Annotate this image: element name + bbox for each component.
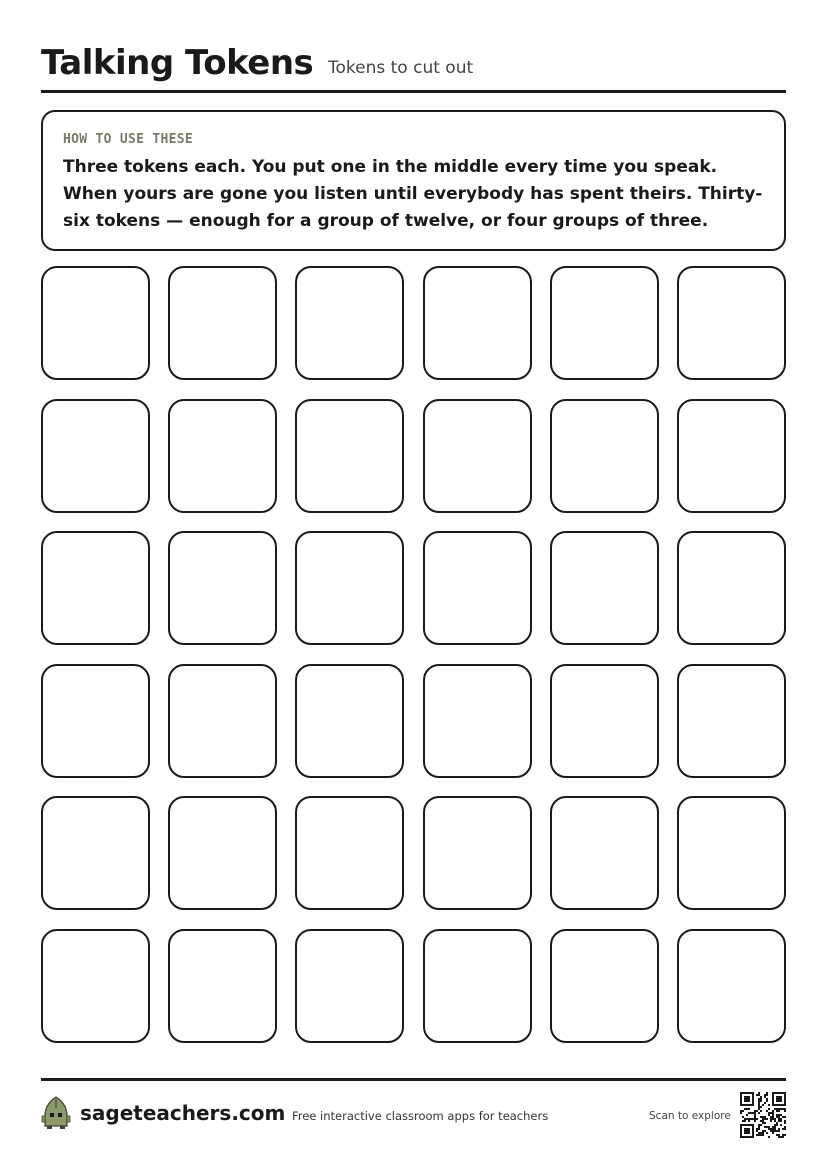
sage-leaf-mascot-icon: [41, 1096, 71, 1130]
token-cutout: [168, 399, 277, 513]
token-cutout: [550, 796, 659, 910]
qr-code-icon: [740, 1092, 786, 1138]
token-cutout: [550, 664, 659, 778]
footer: [41, 1092, 786, 1140]
token-cutout: [168, 531, 277, 645]
scan-label: Scan to explore: [649, 1110, 731, 1122]
token-cutout: [41, 664, 150, 778]
token-cutout: [423, 929, 532, 1043]
token-cutout: [295, 266, 404, 380]
token-cutout: [677, 266, 786, 380]
token-cutout: [41, 796, 150, 910]
token-cutout: [168, 664, 277, 778]
token-cutout: [550, 266, 659, 380]
token-cutout: [550, 399, 659, 513]
token-cutout: [295, 929, 404, 1043]
token-cutout: [550, 531, 659, 645]
token-cutout: [41, 531, 150, 645]
token-cutout: [295, 531, 404, 645]
token-grid: [41, 266, 786, 1043]
token-cutout: [677, 399, 786, 513]
token-cutout: [423, 664, 532, 778]
token-cutout: [41, 929, 150, 1043]
token-cutout: [41, 266, 150, 380]
token-cutout: [295, 796, 404, 910]
instructions-text: Three tokens each. You put one in the middle every time you speak. When yours are gone you listen until everybody has spent theirs. Thirty-six tokens — enough for a group of twelve, or four groups of three.: [63, 157, 763, 231]
token-cutout: [677, 929, 786, 1043]
token-cutout: [677, 796, 786, 910]
token-cutout: [677, 664, 786, 778]
token-cutout: [423, 266, 532, 380]
token-cutout: [295, 399, 404, 513]
brand-tagline: Free interactive classroom apps for teachers: [292, 1109, 549, 1123]
token-cutout: [677, 531, 786, 645]
instructions-label: HOW TO USE THESE: [63, 132, 194, 147]
token-cutout: [41, 399, 150, 513]
instructions-box: [41, 110, 786, 251]
token-cutout: [168, 796, 277, 910]
token-cutout: [550, 929, 659, 1043]
token-cutout: [168, 929, 277, 1043]
token-cutout: [423, 531, 532, 645]
page-title: Talking Tokens: [41, 43, 314, 83]
token-cutout: [295, 664, 404, 778]
footer-divider: [41, 1078, 786, 1081]
header-divider: [41, 90, 786, 93]
page-header: [41, 40, 786, 86]
token-cutout: [423, 399, 532, 513]
brand-name: sageteachers.com: [80, 1101, 286, 1125]
token-cutout: [423, 796, 532, 910]
page-subtitle: Tokens to cut out: [328, 58, 474, 78]
token-cutout: [168, 266, 277, 380]
